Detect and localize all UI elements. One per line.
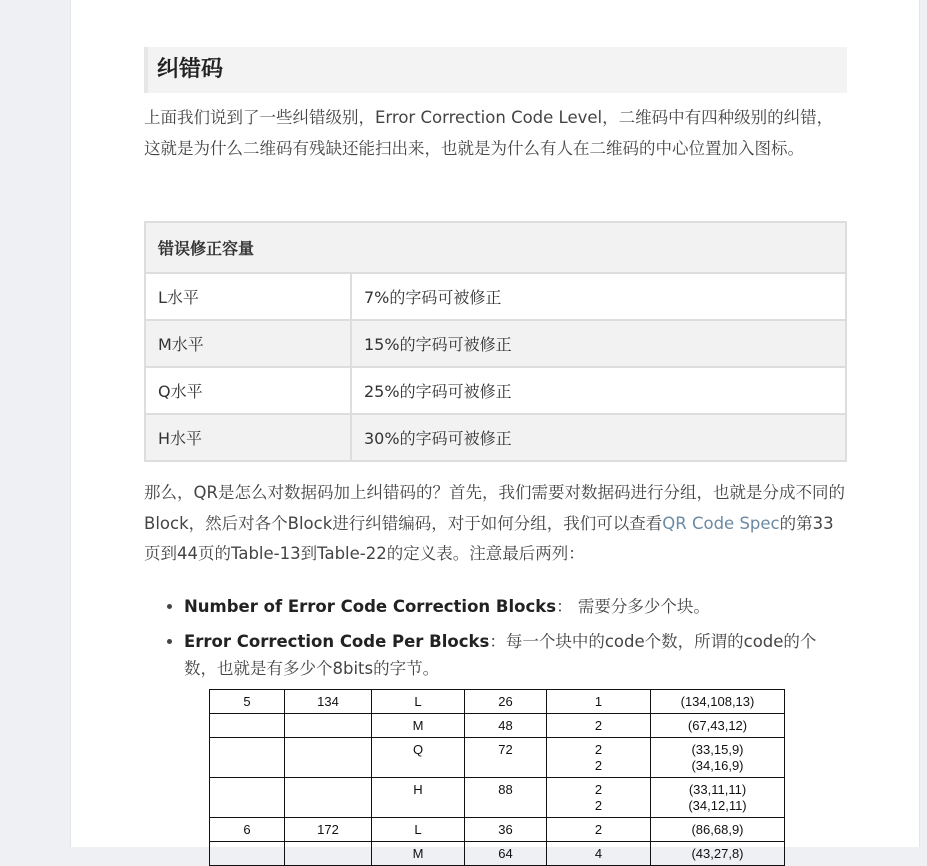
ecc-level-cell: M水平 [145, 320, 351, 367]
qr-spec-table-image [209, 689, 785, 866]
ecc-capacity-table [144, 221, 847, 462]
block-params: (86,68,9) [691, 822, 744, 837]
ecc-level-cell: Q水平 [145, 367, 351, 414]
blocks-cell [547, 738, 651, 778]
ec-level-cell: H [372, 778, 465, 818]
ecc-desc-cell: 25%的字码可被修正 [351, 367, 846, 414]
bullet-separator: ： [556, 597, 578, 616]
block-count: 2 [594, 758, 603, 773]
blocks-cell [547, 842, 651, 866]
article-page [70, 0, 920, 861]
block-count: 1 [594, 694, 603, 709]
ecc-count-cell: 72 [465, 738, 547, 778]
version-cell [210, 738, 285, 778]
ec-level-cell: Q [372, 738, 465, 778]
blocks-cell [547, 690, 651, 714]
blocks-cell [547, 714, 651, 738]
ec-level-cell: M [372, 714, 465, 738]
ecc-desc-cell: 30%的字码可被修正 [351, 414, 846, 461]
bullet-term: Number of Error Code Correction Blocks [184, 597, 557, 616]
para-text: 的第33页到44页的Table-13到Table-22的定义表。注意最后两列： [144, 513, 834, 563]
list-item [184, 593, 847, 620]
block-count: 2 [594, 822, 603, 837]
ecc-count-cell: 36 [465, 818, 547, 842]
block-params: (33,11,11) [688, 782, 747, 797]
params-cell [651, 714, 785, 738]
block-count: 2 [594, 718, 603, 733]
bullet-text: 需要分多少个块。 [577, 597, 710, 616]
ecc-level-cell: H水平 [145, 414, 351, 461]
block-params: (33,15,9) [691, 742, 744, 757]
table-row [210, 738, 785, 778]
block-params: (34,12,11) [688, 798, 747, 813]
intro-paragraph: 上面我们说到了一些纠错级别，Error Correction Code Level，二维码中有四种级别的纠错，这就是为什么二维码有残缺还能扫出来，也就是为什么有人在二维码的中心位置加入图标。 [144, 108, 834, 158]
list-item [184, 628, 847, 682]
table-row [145, 414, 846, 461]
version-cell [210, 842, 285, 866]
block-count: 4 [594, 846, 603, 861]
ec-level-cell: L [372, 818, 465, 842]
table-row [210, 778, 785, 818]
ecc-count-cell: 64 [465, 842, 547, 866]
ecc-count-cell: 26 [465, 690, 547, 714]
bullet-text: 每一个块中的code个数，所谓的code的个数，也就是有多少个8bits的字节。 [184, 632, 817, 678]
ec-level-cell: L [372, 690, 465, 714]
ecc-level-cell: L水平 [145, 273, 351, 320]
codewords-cell [285, 738, 372, 778]
params-cell [651, 818, 785, 842]
ecc-desc-cell: 15%的字码可被修正 [351, 320, 846, 367]
ecc-table-header: 错误修正容量 [145, 222, 846, 273]
codewords-cell: 172 [285, 818, 372, 842]
blocks-cell [547, 778, 651, 818]
blocks-cell [547, 818, 651, 842]
table-row [145, 320, 846, 367]
ecc-count-cell: 48 [465, 714, 547, 738]
qr-code-spec-link[interactable]: QR Code Spec [662, 513, 780, 533]
codewords-cell [285, 842, 372, 866]
ecc-count-cell: 88 [465, 778, 547, 818]
block-params: (67,43,12) [687, 718, 748, 733]
params-cell [651, 738, 785, 778]
table-row [210, 842, 785, 866]
codewords-cell [285, 714, 372, 738]
column-explanation-list [144, 593, 847, 690]
block-count: 2 [594, 782, 603, 797]
table-row [145, 367, 846, 414]
block-params: (43,27,8) [691, 846, 744, 861]
version-cell: 6 [210, 818, 285, 842]
block-params: (34,16,9) [691, 758, 744, 773]
ec-level-cell: M [372, 842, 465, 866]
table-row [210, 818, 785, 842]
section-title: 纠错码 [144, 47, 847, 93]
codewords-cell: 134 [285, 690, 372, 714]
table-row [210, 714, 785, 738]
params-cell [651, 690, 785, 714]
version-cell [210, 778, 285, 818]
version-cell [210, 714, 285, 738]
version-cell: 5 [210, 690, 285, 714]
grouping-paragraph [144, 478, 847, 570]
params-cell [651, 778, 785, 818]
bullet-term: Error Correction Code Per Blocks [184, 632, 490, 651]
ecc-desc-cell: 7%的字码可被修正 [351, 273, 846, 320]
params-cell [651, 842, 785, 866]
block-params: (134,108,13) [680, 694, 755, 709]
table-row [210, 690, 785, 714]
table-row [145, 273, 846, 320]
para-text: 那么，QR是怎么对数据码加上纠错码的？首先，我们需要对数据码进行分组，也就是分成不同的Block，然后对各个Block进行纠错编码，对于如何分组，我们可以查看 [144, 483, 845, 533]
block-count: 2 [594, 742, 603, 757]
codewords-cell [285, 778, 372, 818]
block-count: 2 [594, 798, 603, 813]
bullet-separator: ： [489, 632, 506, 651]
